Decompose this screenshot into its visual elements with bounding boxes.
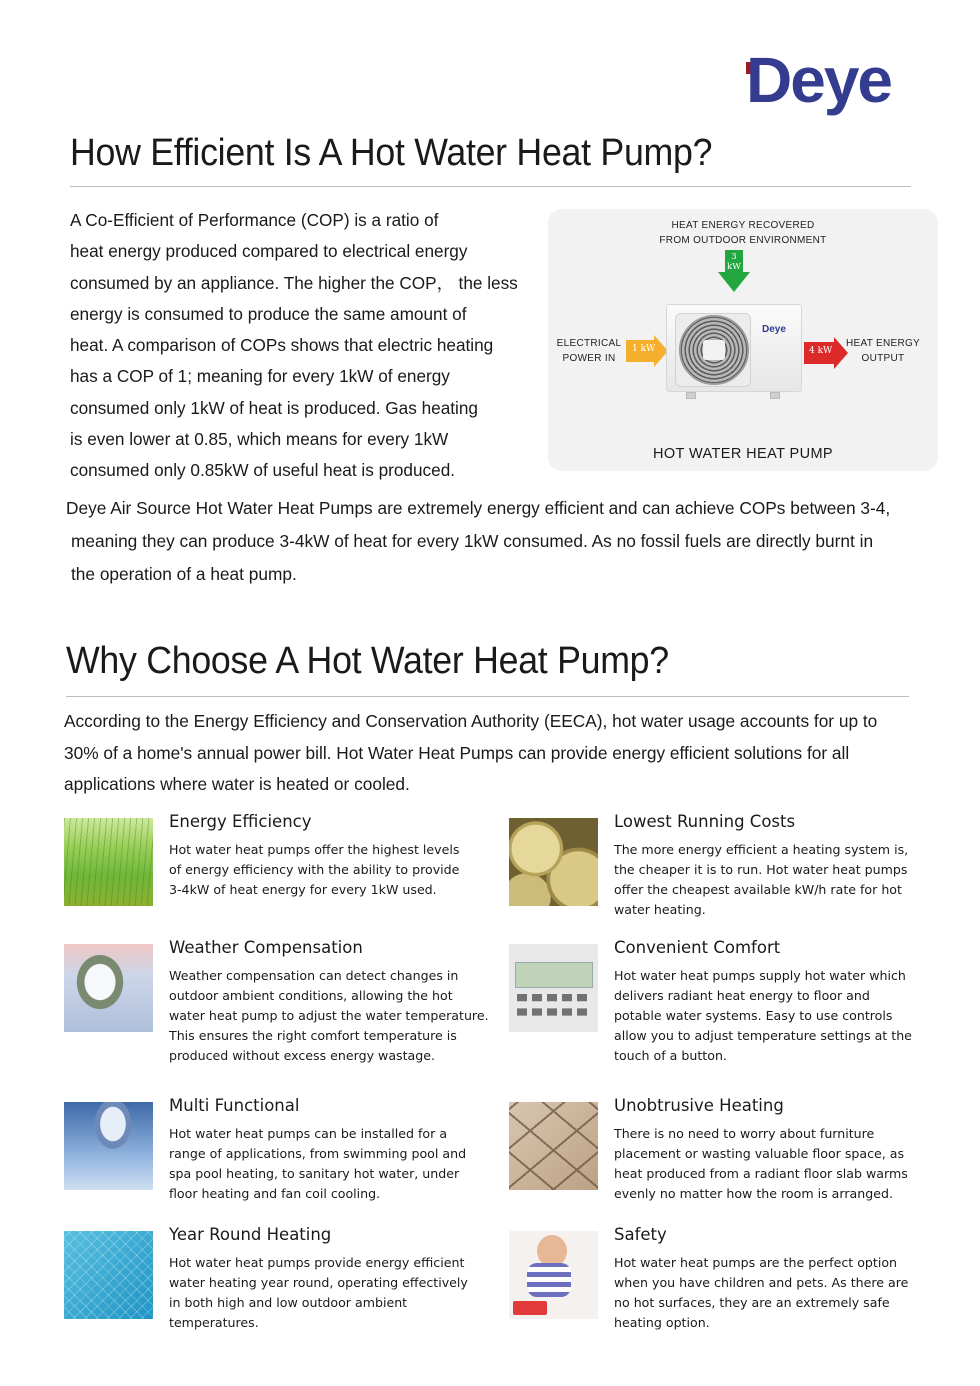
feature-title: Weather Compensation — [169, 938, 363, 957]
section-title-efficiency: How Efficient Is A Hot Water Heat Pump? — [70, 132, 713, 174]
text-line: water heat pump to adjust the water temperature. — [169, 1008, 489, 1023]
text-line: offer the cheapest available kW/h rate for hot — [614, 882, 902, 897]
text-line: meaning they can produce 3-4kW of heat for every 1kW consumed. As no fossil fuels are directly burnt in — [71, 531, 874, 551]
text-line: Hot water heat pumps are the perfect option — [614, 1255, 898, 1270]
feature-title: Unobtrusive Heating — [614, 1096, 784, 1115]
text-line: Deye Air Source Hot Water Heat Pumps are extremely energy efficient and can achieve COPs between 3-4, — [66, 498, 891, 518]
recovered-value: 3 — [731, 252, 737, 262]
label-line: OUTPUT — [861, 353, 905, 364]
text-line: heat energy produced compared to electrical energy — [70, 241, 468, 262]
text-line: Hot water heat pumps supply hot water which — [614, 968, 906, 983]
recovered-energy-arrow-icon — [718, 250, 750, 292]
text-line: Hot water heat pumps offer the highest levels — [169, 842, 460, 857]
feature-description — [169, 1253, 499, 1333]
electrical-power-label — [554, 336, 624, 366]
feature-description — [169, 840, 499, 900]
power-in-value: 1 kW — [632, 344, 656, 354]
grass-image — [64, 818, 153, 906]
text-line: 30% of a home's annual power bill. Hot Water Heat Pumps can provide energy efficient solutions for all — [64, 742, 850, 763]
heat-output-value: 4 kW — [809, 346, 833, 356]
text-line: consumed only 0.85kW of useful heat is produced. — [70, 460, 456, 481]
floor-tiles-image — [509, 1102, 598, 1190]
heat-pump-diagram — [548, 209, 938, 471]
text-line: produced without excess energy wastage. — [169, 1048, 436, 1063]
text-line: placement or wasting valuable floor space, as — [614, 1146, 905, 1161]
text-line: energy is consumed to produce the same amount of — [70, 303, 467, 324]
text-line: heat. A comparison of COPs shows that electric heating — [70, 335, 494, 356]
label-line: FROM OUTDOOR ENVIRONMENT — [659, 235, 827, 246]
text-line: evenly no matter how the room is arranged. — [614, 1186, 893, 1201]
diagram-caption: HOT WATER HEAT PUMP — [653, 446, 833, 462]
text-line: heating option. — [614, 1315, 710, 1330]
shower-image — [64, 1102, 153, 1190]
recovered-energy-label — [628, 218, 858, 248]
section-title-why-choose: Why Choose A Hot Water Heat Pump? — [66, 640, 669, 682]
text-line: Weather compensation can detect changes in — [169, 968, 459, 983]
feature-description — [614, 1124, 944, 1204]
cop-intro-paragraph — [70, 205, 550, 487]
text-line: There is no need to worry about furniture — [614, 1126, 875, 1141]
text-line: Hot water heat pumps can be installed for a — [169, 1126, 448, 1141]
text-line: when you have children and pets. As there are — [614, 1275, 909, 1290]
feature-title: Lowest Running Costs — [614, 812, 796, 831]
section-divider — [66, 696, 909, 697]
cop-summary-paragraph — [66, 492, 946, 591]
feature-description — [614, 1253, 944, 1333]
feature-title: Multi Functional — [169, 1096, 300, 1115]
feature-title: Safety — [614, 1225, 667, 1244]
text-line: in both high and low outdoor ambient — [169, 1295, 408, 1310]
text-line: A Co-Efficient of Performance (COP) is a ratio of — [70, 210, 439, 230]
text-line: floor heating and fan coil cooling. — [169, 1186, 381, 1201]
text-line: the cheaper it is to run. Hot water heat pumps — [614, 862, 908, 877]
text-line: potable water systems. Easy to use controls — [614, 1008, 893, 1023]
outdoor-unit-image — [666, 304, 806, 402]
text-line: temperatures. — [169, 1315, 259, 1330]
feature-description — [169, 1124, 499, 1204]
coins-image — [509, 818, 598, 906]
text-line: consumed only 1kW of heat is produced. Gas heating — [70, 397, 478, 418]
text-line: water heating year round, operating effectively — [169, 1275, 468, 1290]
text-line: allow you to adjust temperature settings at the — [614, 1028, 912, 1043]
unit-brand-label: Deye — [762, 324, 786, 335]
text-line: outdoor ambient conditions, allowing the hot — [169, 988, 453, 1003]
swimming-pool-image — [64, 1231, 153, 1319]
text-line: This ensures the right comfort temperature is — [169, 1028, 457, 1043]
label-line: HEAT ENERGY RECOVERED — [671, 220, 815, 231]
baby-crawling-image — [509, 1231, 598, 1319]
text-line: spa pool heating, to sanitary hot water, under — [169, 1166, 460, 1181]
deye-logo — [746, 44, 906, 128]
feature-description — [614, 840, 944, 920]
section-divider — [70, 186, 911, 187]
text-line: The more energy efficient a heating system is, — [614, 842, 909, 857]
text-line: Hot water heat pumps provide energy efficient — [169, 1255, 465, 1270]
power-in-arrow-icon — [626, 335, 668, 367]
text-line: water heating. — [614, 902, 706, 917]
text-line: range of applications, from swimming pool and — [169, 1146, 467, 1161]
toy-block — [513, 1301, 547, 1315]
text-line: consumed by an appliance. The higher the COP， the less — [70, 272, 518, 293]
remote-controller-image — [509, 944, 598, 1032]
text-line: applications where water is heated or cooled. — [64, 774, 410, 794]
feature-title: Year Round Heating — [169, 1225, 332, 1244]
text-line: is even lower at 0.85, which means for every 1kW — [70, 429, 449, 450]
feature-title: Energy Efficiency — [169, 812, 312, 831]
text-line: no hot surfaces, they are an extremely safe — [614, 1295, 890, 1310]
feature-description — [614, 966, 944, 1066]
text-line: the operation of a heat pump. — [71, 564, 297, 584]
label-line: POWER IN — [562, 353, 616, 364]
feature-description — [169, 966, 499, 1066]
label-line: HEAT ENERGY — [845, 338, 921, 349]
text-line: According to the Energy Efficiency and Conservation Authority (EECA), hot water usage accounts for up to — [64, 711, 878, 731]
logo-wordmark: Deye — [746, 44, 891, 116]
label-line: ELECTRICAL — [556, 338, 622, 349]
snowy-pine-image — [64, 944, 153, 1032]
recovered-unit: kW — [727, 262, 741, 272]
text-line: of energy efficiency with the ability to provide — [169, 862, 460, 877]
text-line: touch of a button. — [614, 1048, 727, 1063]
eeca-paragraph — [64, 706, 944, 801]
text-line: delivers radiant heat energy to floor and — [614, 988, 870, 1003]
heat-output-label — [838, 336, 928, 366]
feature-title: Convenient Comfort — [614, 938, 781, 957]
text-line: has a COP of 1; meaning for every 1kW of energy — [70, 366, 450, 387]
text-line: heat produced from a radiant floor slab warms — [614, 1166, 908, 1181]
text-line: 3-4kW of heat energy for every 1kW used. — [169, 882, 437, 897]
